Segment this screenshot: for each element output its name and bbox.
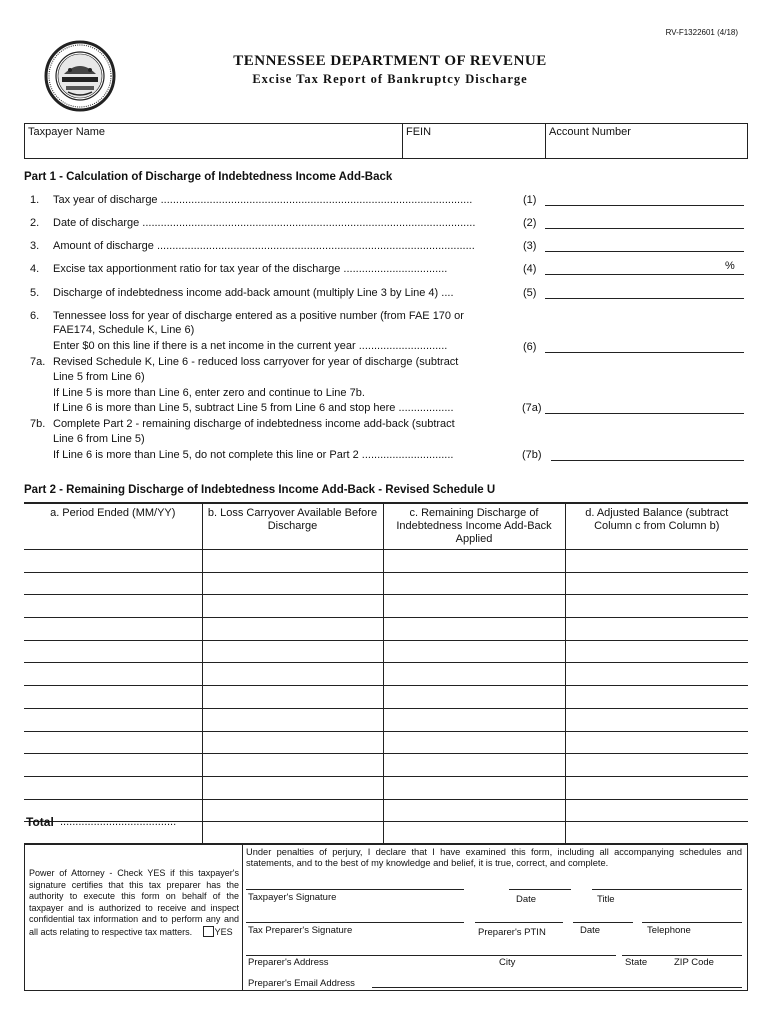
line-7a-text-3: If Line 5 is more than Line 6, enter zero and continue to Line 7b. [53,387,365,399]
power-of-attorney-statement: Power of Attorney - Check YES if this taxpayer's signature certifies that this tax preparer has the authority to execute this form on behalf of the taxpayer and is authorized to receive and inspect confidential tax information and to perform any and all acts relating to respective tax matters. [29,868,239,937]
col-remaining-discharge: c. Remaining Discharge of Indebtedness Income Add-Back Applied [383,503,565,550]
table-cell[interactable] [565,618,748,641]
line-7a-text-4: If Line 6 is more than Line 5, subtract Line 5 from Line 6 and stop here .................. [53,402,454,414]
fein-label: FEIN [406,126,432,138]
line-6-input[interactable] [545,352,744,353]
line-7b-text-3: If Line 6 is more than Line 5, do not complete this line or Part 2 .............................. [53,449,454,461]
date-label-2: Date [580,925,601,936]
table-row [24,595,748,618]
total-label: Total [26,815,54,829]
table-cell[interactable] [565,754,748,777]
form-subtitle: Excise Tax Report of Bankruptcy Discharge [252,72,528,86]
yes-label: YES [214,926,233,937]
preparer-address-line[interactable] [246,955,616,956]
form-id: RV-F1322601 (4/18) [665,28,738,37]
line-7b-text-2: Line 6 from Line 5) [53,433,145,445]
table-cell[interactable] [202,595,383,618]
line-4-code: (4) [523,263,537,275]
table-cell[interactable] [202,572,383,595]
state-seal-logo [44,40,116,112]
perjury-declaration: Under penalties of perjury, I declare that I have examined this form, including all accompanying schedules and statements, and to the best of my knowledge and belief, it is true, correct, and complete. [246,847,742,868]
preparer-email-label: Preparer's Email Address [248,978,355,989]
taxpayer-name-field[interactable] [25,124,402,158]
table-cell[interactable] [202,663,383,686]
table-cell[interactable] [24,663,202,686]
table-cell[interactable] [565,595,748,618]
part2-heading: Part 2 - Remaining Discharge of Indebtedness Income Add-Back - Revised Schedule U [24,484,496,496]
line-6 [0,310,770,355]
table-row [24,686,748,709]
col-loss-carryover: b. Loss Carryover Available Before Discharge [202,503,383,550]
table-cell[interactable] [383,663,565,686]
table-cell[interactable] [24,686,202,709]
table-cell[interactable] [202,550,383,573]
table-cell[interactable] [383,754,565,777]
account-number-label: Account Number [549,126,631,138]
line-3-text: Amount of discharge ........................................................................................................ [53,240,475,252]
line-6-text-2: FAE174, Schedule K, Line 6) [53,324,195,336]
account-number-field[interactable] [546,124,746,158]
state-zip-line[interactable] [622,955,742,956]
line-4-input[interactable] [545,274,744,275]
table-cell[interactable] [202,754,383,777]
line-7a-text-1: Revised Schedule K, Line 6 - reduced loss carryover for year of discharge (subtract [53,356,459,368]
title-label: Title [597,894,615,905]
table-row [24,731,748,754]
preparer-email-line[interactable] [372,987,742,988]
line-7b [0,418,770,466]
part2-table [24,502,748,845]
table-row [24,618,748,641]
total-dots: ...................................... [60,816,177,828]
line-2-text: Date of discharge ............................................................................................................. [53,217,476,229]
table-cell[interactable] [383,731,565,754]
date-label-1: Date [516,894,537,905]
col-adjusted-balance: d. Adjusted Balance (subtract Column c from Column b) [565,503,748,550]
line-5-text: Discharge of indebtedness income add-back amount (multiply Line 3 by Line 4) .... [53,287,454,299]
line-7a-code: (7a) [522,402,542,414]
taxpayer-info-box [24,123,748,159]
table-cell[interactable] [24,776,202,799]
line-6-code: (6) [523,341,537,353]
title-line[interactable] [592,889,742,890]
line-5-input[interactable] [545,298,744,299]
table-cell[interactable] [24,754,202,777]
table-row [24,550,748,573]
table-row [24,708,748,731]
line-7a [0,356,770,416]
line-6-text-3: Enter $0 on this line if there is a net income in the current year ............................. [53,340,448,352]
preparer-address-label: Preparer's Address [248,957,329,968]
table-cell[interactable] [383,640,565,663]
table-cell[interactable] [24,618,202,641]
table-cell[interactable] [24,708,202,731]
table-cell[interactable] [383,799,565,822]
line-2-input[interactable] [545,228,744,229]
col-period-ended: a. Period Ended (MM/YY) [24,503,202,550]
taxpayer-signature-label: Taxpayer's Signature [248,892,337,903]
table-cell[interactable] [565,572,748,595]
ptin-line[interactable] [475,922,563,923]
table-cell[interactable] [383,686,565,709]
table-cell[interactable] [202,799,383,822]
preparer-date-line[interactable] [573,922,633,923]
line-4 [0,260,770,283]
power-of-attorney-text [29,868,239,938]
table-cell[interactable] [565,708,748,731]
table-cell[interactable] [565,822,748,845]
state-label: State [625,957,648,968]
line-1-code: (1) [523,194,537,206]
table-row [24,572,748,595]
percent-sign: % [725,260,735,272]
taxpayer-name-label: Taxpayer Name [28,126,106,138]
taxpayer-date-line[interactable] [509,889,571,890]
table-cell[interactable] [383,618,565,641]
fein-field[interactable] [403,124,545,158]
table-cell[interactable] [383,572,565,595]
line-7b-code: (7b) [522,449,542,461]
preparer-signature-line[interactable] [246,922,464,923]
table-cell[interactable] [24,550,202,573]
table-cell[interactable] [383,822,565,845]
table-cell[interactable] [24,595,202,618]
table-cell[interactable] [202,822,383,845]
table-cell[interactable] [565,731,748,754]
line-4-text: Excise tax apportionment ratio for tax year of the discharge .................................. [53,263,448,275]
line-5-number: 5. [30,287,40,299]
signature-box [24,843,748,991]
city-label: City [499,957,516,968]
table-cell[interactable] [565,640,748,663]
line-3-number: 3. [30,240,40,252]
table-cell[interactable] [202,776,383,799]
taxpayer-signature-line[interactable] [246,889,464,890]
table-row [24,640,748,663]
table-cell[interactable] [202,686,383,709]
table-cell[interactable] [565,550,748,573]
line-1-input[interactable] [545,205,744,206]
table-row [24,663,748,686]
table-cell[interactable] [565,663,748,686]
table-cell[interactable] [565,799,748,822]
line-7b-text-1: Complete Part 2 - remaining discharge of indebtedness income add-back (subtract [53,418,455,430]
line-1-text: Tax year of discharge ...................................................................................................... [53,194,473,206]
line-6-number: 6. [30,310,40,322]
line-2-code: (2) [523,217,537,229]
line-7a-number: 7a. [30,356,46,368]
preparer-signature-label: Tax Preparer's Signature [248,925,353,936]
line-4-number: 4. [30,263,40,275]
table-cell[interactable] [202,731,383,754]
preparer-ptin-label: Preparer's PTIN [478,927,546,938]
line-7b-input[interactable] [551,460,744,461]
table-cell[interactable] [383,550,565,573]
table-cell[interactable] [565,686,748,709]
line-3 [0,240,770,260]
line-7a-input[interactable] [545,413,744,414]
yes-checkbox[interactable] [203,926,214,937]
line-2 [0,217,770,237]
table-cell[interactable] [565,776,748,799]
form-title: TENNESSEE DEPARTMENT OF REVENUE [233,53,547,69]
line-3-input[interactable] [545,251,744,252]
table-cell[interactable] [383,708,565,731]
table-cell[interactable] [24,572,202,595]
line-2-number: 2. [30,217,40,229]
line-7b-number: 7b. [30,418,46,430]
telephone-line[interactable] [642,922,742,923]
table-cell[interactable] [383,776,565,799]
table-row [24,776,748,799]
line-6-text-1: Tennessee loss for year of discharge entered as a positive number (from FAE 170 or [53,310,464,322]
table-cell[interactable] [202,708,383,731]
part1-heading: Part 1 - Calculation of Discharge of Indebtedness Income Add-Back [24,171,393,183]
telephone-label: Telephone [647,925,691,936]
table-cell[interactable] [383,595,565,618]
zip-code-label: ZIP Code [674,957,714,968]
table-cell[interactable] [202,640,383,663]
line-5-code: (5) [523,287,537,299]
line-1 [0,194,770,214]
line-3-code: (3) [523,240,537,252]
table-row [24,754,748,777]
table-cell[interactable] [202,618,383,641]
line-7a-text-2: Line 5 from Line 6) [53,371,145,383]
table-cell[interactable] [24,640,202,663]
line-5 [0,287,770,307]
line-1-number: 1. [30,194,40,206]
table-cell[interactable] [24,731,202,754]
